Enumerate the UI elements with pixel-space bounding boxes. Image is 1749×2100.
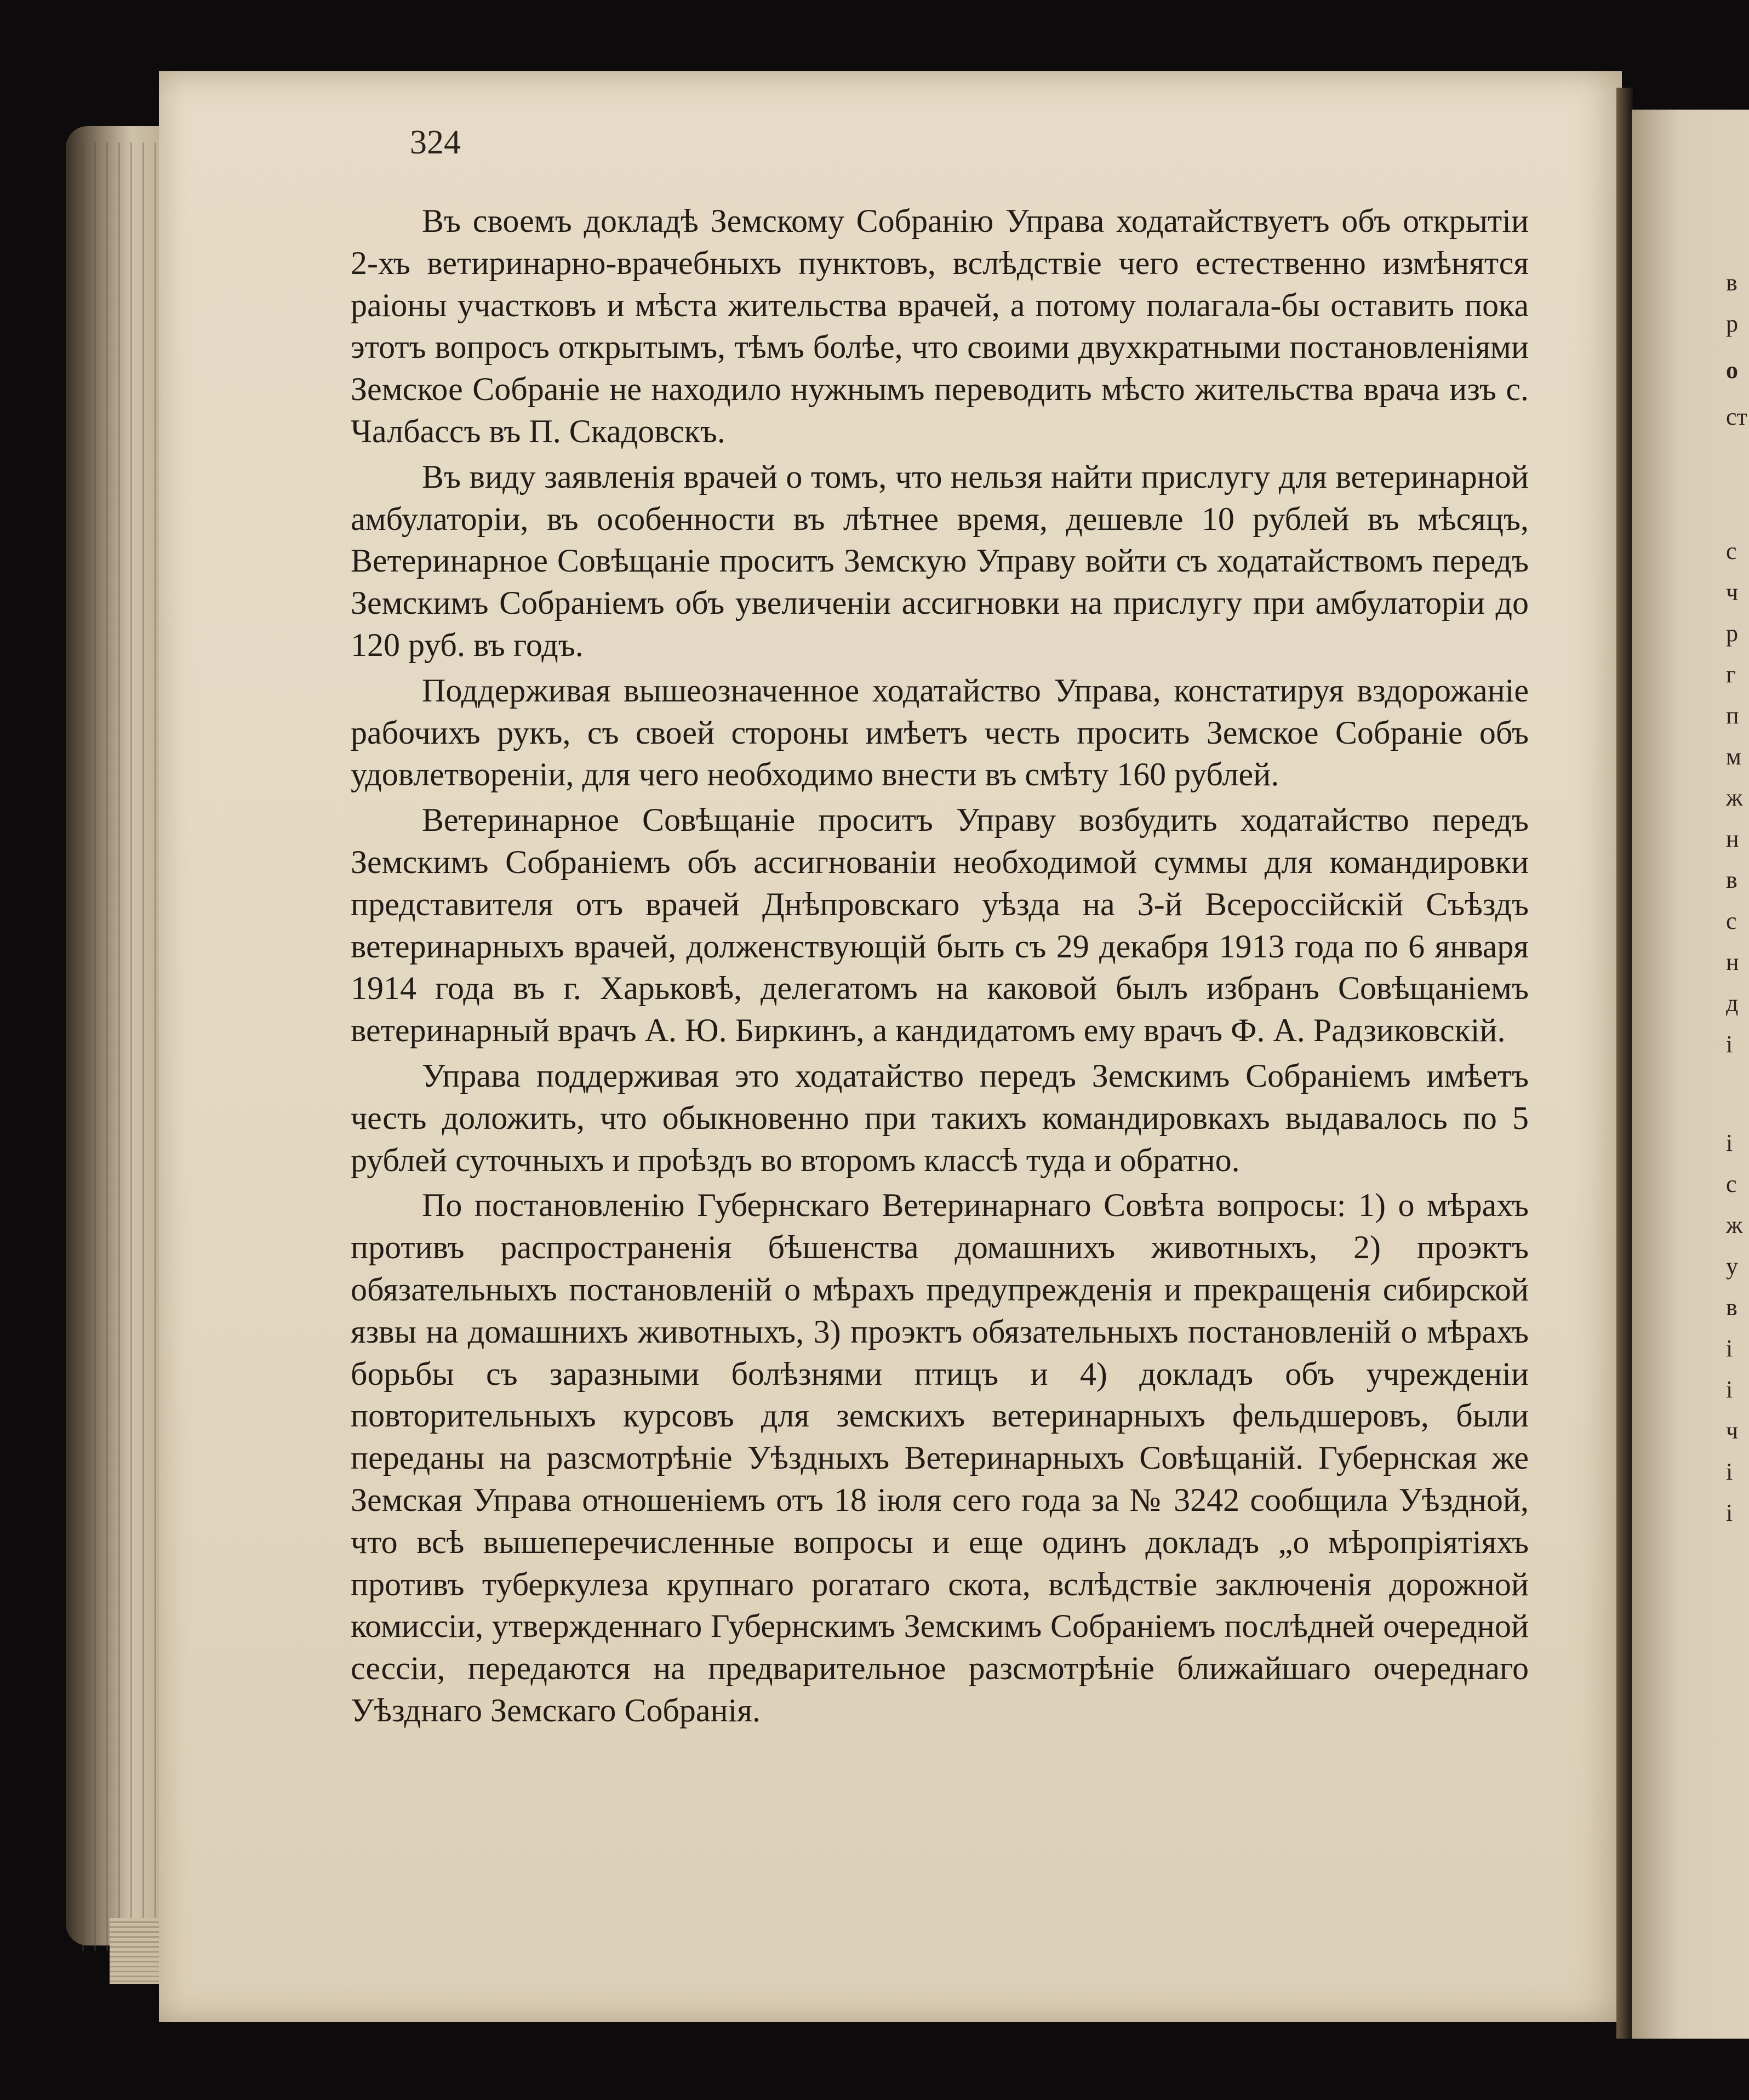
right-page-fragment: ч	[1726, 579, 1739, 606]
page-number: 324	[410, 124, 461, 161]
right-page-fragment: п	[1726, 702, 1739, 729]
right-page-fragment: с	[1726, 1171, 1737, 1197]
right-page-fragment: ч	[1726, 1417, 1739, 1444]
right-page-fragment: м	[1726, 743, 1741, 770]
right-page-fragment: с	[1726, 538, 1737, 564]
right-page-fragment: ж	[1726, 1212, 1743, 1239]
right-page-fragment: в	[1726, 269, 1737, 296]
right-page-fragment: в	[1726, 866, 1737, 893]
right-page-fragment: у	[1726, 1253, 1738, 1280]
paragraph-5: Управа поддерживая это ходатайство передъ Земскимъ Собраніемъ имѣетъ честь доложить, что обыкновенно при такихъ командировкахъ выдавалось по 5 рублей суточныхъ и проѣздъ во второмъ классѣ туда и обратно.	[351, 1057, 1529, 1178]
right-page-fragment: о	[1726, 357, 1738, 384]
right-page-fragment: н	[1726, 949, 1739, 975]
right-page-edge	[1632, 110, 1749, 2039]
paragraph-2: Въ виду заявленія врачей о томъ, что нельзя найти прислугу для ветеринарной амбулаторіи, въ особенности въ лѣтнее время, дешевле 10 рублей въ мѣсяцъ, Ветеринарное Совѣщаніе проситъ Земскую Управу войти съ ходатайствомъ передъ Земскимъ Собраніемъ объ увеличеніи ассигновки на прислугу при амбулаторіи до 120 руб. въ годъ.	[351, 458, 1529, 663]
right-page-fragment: і	[1726, 1458, 1733, 1485]
right-page-fragment: і	[1726, 1335, 1733, 1362]
body-text	[351, 200, 1529, 1735]
right-page-fragment: ст	[1726, 403, 1747, 430]
right-page-fragment: н	[1726, 825, 1739, 852]
right-page-fragment: д	[1726, 990, 1739, 1017]
right-page-fragment: і	[1726, 1129, 1733, 1156]
book-gutter	[1616, 88, 1633, 2039]
paragraph-4: Ветеринарное Совѣщаніе проситъ Управу возбудить ходатайство передъ Земскимъ Собраніемъ объ ассигнованіи необходимой суммы для командировки представителя отъ врачей Днѣпровскаго уѣзда на 3-й Всероссійскій Съѣздъ ветеринарныхъ врачей, долженствующій быть съ 29 декабря 1913 года по 6 января 1914 года въ г. Харьковѣ, делегатомъ на каковой былъ избранъ Совѣщаніемъ ветеринарный врачъ А. Ю. Биркинъ, а кандидатомъ ему врачъ Ф. А. Радзиковскій.	[351, 802, 1529, 1049]
right-page-fragment: і	[1726, 1031, 1733, 1058]
right-page-fragment: і	[1726, 1499, 1733, 1526]
right-page-fragment: в	[1726, 1294, 1737, 1321]
right-page-fragment: г	[1726, 661, 1736, 688]
right-page-fragment: ж	[1726, 784, 1743, 811]
right-page-fragment: р	[1726, 620, 1738, 647]
paragraph-6: По постановленію Губернскаго Ветеринарнаго Совѣта вопросы: 1) о мѣрахъ противъ распространенія бѣшенства домашнихъ животныхъ, 2) проэктъ обязательныхъ постановленій о мѣрахъ предупрежденія и прекращенія сибирской язвы на домашнихъ животныхъ, 3) проэктъ обязательныхъ постановленій о мѣрахъ борьбы съ заразными болѣзнями птицъ и 4) докладъ объ учрежденіи повторительныхъ курсовъ для земскихъ ветеринарныхъ фельдшеровъ, были переданы на разсмотрѣніе Уѣздныхъ Ветеринарныхъ Совѣщаній. Губернская же Земская Управа отношеніемъ отъ 18 іюля сего года за № 3242 сообщила Уѣздной, что всѣ вышеперечисленные вопросы и еще одинъ докладъ „о мѣропріятіяхъ противъ туберкулеза крупнаго рогатаго скота, вслѣдствіе заключенія дорожной комиссіи, утвержденнаго Губернскимъ Земскимъ Собраніемъ послѣдней очередной сессіи, передаются на предварительное разсмотрѣніе ближайшаго очереднаго Уѣзднаго Земскаго Собранія.	[351, 1187, 1529, 1728]
right-page-fragment: і	[1726, 1376, 1733, 1403]
paragraph-1: Въ своемъ докладѣ Земскому Собранію Управа ходатайствуетъ объ открытіи 2-хъ ветиринарно-врачебныхъ пунктовъ, вслѣдствіе чего естественно измѣнятся раіоны участковъ и мѣста жительства врачей, а потому полагала-бы оставить пока этотъ вопросъ открытымъ, тѣмъ болѣе, что своими двухкратными постановленіями Земское Собраніе не находило нужнымъ переводить мѣсто жительства врача изъ с. Чалбассъ въ П. Скадовскъ.	[351, 203, 1529, 449]
right-page-fragment: р	[1726, 310, 1738, 337]
paragraph-3: Поддерживая вышеозначенное ходатайство Управа, констатируя вздорожаніе рабочихъ рукъ, съ своей стороны имѣетъ честь просить Земское Собраніе объ удовлетвореніи, для чего необходимо внести въ смѣту 160 рублей.	[351, 672, 1529, 793]
right-page-fragment: с	[1726, 908, 1737, 934]
